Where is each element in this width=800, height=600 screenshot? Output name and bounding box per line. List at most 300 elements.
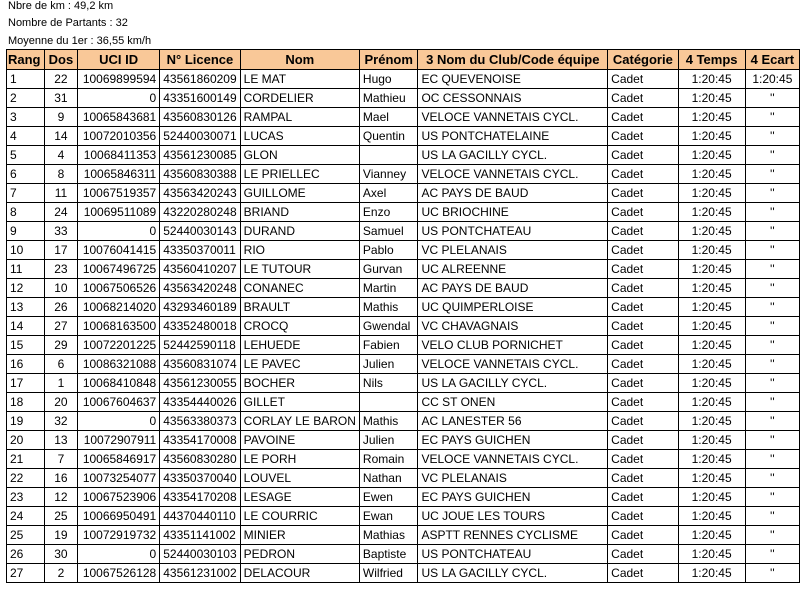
- rank-cell[interactable]: 10: [7, 241, 45, 260]
- time-cell[interactable]: 1:20:45: [678, 545, 745, 564]
- bib-cell[interactable]: 29: [44, 336, 77, 355]
- bib-cell[interactable]: 19: [44, 526, 77, 545]
- table-row[interactable]: [7, 165, 800, 184]
- bib-cell[interactable]: 33: [44, 222, 77, 241]
- uci-id-cell[interactable]: 10067523906: [78, 488, 160, 507]
- category-cell[interactable]: Cadet: [608, 317, 678, 336]
- rank-cell[interactable]: 11: [7, 260, 45, 279]
- time-cell[interactable]: 1:20:45: [678, 355, 745, 374]
- category-cell[interactable]: Cadet: [608, 450, 678, 469]
- category-cell[interactable]: Cadet: [608, 165, 678, 184]
- gap-cell[interactable]: '': [745, 317, 799, 336]
- licence-cell[interactable]: 43354440026: [160, 393, 240, 412]
- bib-cell[interactable]: 2: [44, 564, 77, 583]
- rank-cell[interactable]: 1: [7, 70, 45, 89]
- uci-id-cell[interactable]: 10073254077: [78, 469, 160, 488]
- licence-cell[interactable]: 43563420248: [160, 279, 240, 298]
- club-cell[interactable]: AC PAYS DE BAUD: [418, 279, 608, 298]
- time-cell[interactable]: 1:20:45: [678, 279, 745, 298]
- time-cell[interactable]: 1:20:45: [678, 564, 745, 583]
- first-name-cell[interactable]: Enzo: [359, 203, 418, 222]
- first-name-cell[interactable]: Mael: [359, 108, 418, 127]
- bib-cell[interactable]: 23: [44, 260, 77, 279]
- first-name-cell[interactable]: Mathias: [359, 526, 418, 545]
- uci-id-cell[interactable]: 10069899594: [78, 70, 160, 89]
- col-header-club[interactable]: 3 Nom du Club/Code équipe: [418, 50, 608, 70]
- time-cell[interactable]: 1:20:45: [678, 70, 745, 89]
- club-cell[interactable]: AC LANESTER 56: [418, 412, 608, 431]
- licence-cell[interactable]: 43561231002: [160, 564, 240, 583]
- bib-cell[interactable]: 22: [44, 70, 77, 89]
- licence-cell[interactable]: 43351141002: [160, 526, 240, 545]
- table-row[interactable]: [7, 564, 800, 583]
- gap-cell[interactable]: '': [745, 507, 799, 526]
- club-cell[interactable]: US PONTCHATELAINE: [418, 127, 608, 146]
- licence-cell[interactable]: 43563380373: [160, 412, 240, 431]
- licence-cell[interactable]: 43561230085: [160, 146, 240, 165]
- rank-cell[interactable]: 17: [7, 374, 45, 393]
- time-cell[interactable]: 1:20:45: [678, 165, 745, 184]
- uci-id-cell[interactable]: 10068411353: [78, 146, 160, 165]
- club-cell[interactable]: US PONTCHATEAU: [418, 545, 608, 564]
- gap-cell[interactable]: '': [745, 526, 799, 545]
- time-cell[interactable]: 1:20:45: [678, 184, 745, 203]
- first-name-cell[interactable]: Ewen: [359, 488, 418, 507]
- first-name-cell[interactable]: Samuel: [359, 222, 418, 241]
- club-cell[interactable]: CC ST ONEN: [418, 393, 608, 412]
- category-cell[interactable]: Cadet: [608, 279, 678, 298]
- club-cell[interactable]: UC ALREENNE: [418, 260, 608, 279]
- time-cell[interactable]: 1:20:45: [678, 488, 745, 507]
- bib-cell[interactable]: 30: [44, 545, 77, 564]
- gap-cell[interactable]: '': [745, 431, 799, 450]
- last-name-cell[interactable]: DURAND: [240, 222, 359, 241]
- table-row[interactable]: [7, 526, 800, 545]
- last-name-cell[interactable]: CONANEC: [240, 279, 359, 298]
- licence-cell[interactable]: 52440030071: [160, 127, 240, 146]
- club-cell[interactable]: US PONTCHATEAU: [418, 222, 608, 241]
- table-row[interactable]: [7, 89, 800, 108]
- category-cell[interactable]: Cadet: [608, 526, 678, 545]
- club-cell[interactable]: VELOCE VANNETAIS CYCL.: [418, 450, 608, 469]
- last-name-cell[interactable]: RIO: [240, 241, 359, 260]
- last-name-cell[interactable]: RAMPAL: [240, 108, 359, 127]
- licence-cell[interactable]: 43563420243: [160, 184, 240, 203]
- rank-cell[interactable]: 18: [7, 393, 45, 412]
- club-cell[interactable]: OC CESSONNAIS: [418, 89, 608, 108]
- rank-cell[interactable]: 2: [7, 89, 45, 108]
- col-header-ecart[interactable]: 4 Ecart: [745, 50, 799, 70]
- licence-cell[interactable]: 43350370040: [160, 469, 240, 488]
- bib-cell[interactable]: 8: [44, 165, 77, 184]
- first-name-cell[interactable]: Vianney: [359, 165, 418, 184]
- last-name-cell[interactable]: BOCHER: [240, 374, 359, 393]
- time-cell[interactable]: 1:20:45: [678, 241, 745, 260]
- club-cell[interactable]: VC PLELANAIS: [418, 241, 608, 260]
- uci-id-cell[interactable]: 10067519357: [78, 184, 160, 203]
- time-cell[interactable]: 1:20:45: [678, 507, 745, 526]
- table-row[interactable]: [7, 545, 800, 564]
- uci-id-cell[interactable]: 10068214020: [78, 298, 160, 317]
- bib-cell[interactable]: 14: [44, 127, 77, 146]
- gap-cell[interactable]: '': [745, 165, 799, 184]
- category-cell[interactable]: Cadet: [608, 241, 678, 260]
- first-name-cell[interactable]: Mathis: [359, 298, 418, 317]
- bib-cell[interactable]: 6: [44, 355, 77, 374]
- first-name-cell[interactable]: [359, 146, 418, 165]
- table-row[interactable]: [7, 222, 800, 241]
- bib-cell[interactable]: 13: [44, 431, 77, 450]
- licence-cell[interactable]: 43220280248: [160, 203, 240, 222]
- first-name-cell[interactable]: Gwendal: [359, 317, 418, 336]
- licence-cell[interactable]: 43293460189: [160, 298, 240, 317]
- category-cell[interactable]: Cadet: [608, 355, 678, 374]
- first-name-cell[interactable]: Baptiste: [359, 545, 418, 564]
- bib-cell[interactable]: 4: [44, 146, 77, 165]
- time-cell[interactable]: 1:20:45: [678, 431, 745, 450]
- first-name-cell[interactable]: Hugo: [359, 70, 418, 89]
- last-name-cell[interactable]: GLON: [240, 146, 359, 165]
- rank-cell[interactable]: 22: [7, 469, 45, 488]
- rank-cell[interactable]: 5: [7, 146, 45, 165]
- time-cell[interactable]: 1:20:45: [678, 298, 745, 317]
- last-name-cell[interactable]: LOUVEL: [240, 469, 359, 488]
- rank-cell[interactable]: 16: [7, 355, 45, 374]
- uci-id-cell[interactable]: 10068163500: [78, 317, 160, 336]
- rank-cell[interactable]: 19: [7, 412, 45, 431]
- gap-cell[interactable]: '': [745, 374, 799, 393]
- col-header-uci-id[interactable]: UCI ID: [78, 50, 160, 70]
- first-name-cell[interactable]: Julien: [359, 431, 418, 450]
- last-name-cell[interactable]: LE PORH: [240, 450, 359, 469]
- club-cell[interactable]: US LA GACILLY CYCL.: [418, 564, 608, 583]
- col-header-nom[interactable]: Nom: [240, 50, 359, 70]
- time-cell[interactable]: 1:20:45: [678, 146, 745, 165]
- time-cell[interactable]: 1:20:45: [678, 203, 745, 222]
- bib-cell[interactable]: 1: [44, 374, 77, 393]
- bib-cell[interactable]: 20: [44, 393, 77, 412]
- gap-cell[interactable]: '': [745, 146, 799, 165]
- rank-cell[interactable]: 9: [7, 222, 45, 241]
- rank-cell[interactable]: 3: [7, 108, 45, 127]
- table-row[interactable]: [7, 355, 800, 374]
- col-header-temps[interactable]: 4 Temps: [678, 50, 745, 70]
- gap-cell[interactable]: '': [745, 203, 799, 222]
- uci-id-cell[interactable]: 10065846917: [78, 450, 160, 469]
- first-name-cell[interactable]: Wilfried: [359, 564, 418, 583]
- time-cell[interactable]: 1:20:45: [678, 317, 745, 336]
- category-cell[interactable]: Cadet: [608, 393, 678, 412]
- licence-cell[interactable]: 43354170208: [160, 488, 240, 507]
- club-cell[interactable]: VELOCE VANNETAIS CYCL.: [418, 355, 608, 374]
- licence-cell[interactable]: 44370440110: [160, 507, 240, 526]
- category-cell[interactable]: Cadet: [608, 70, 678, 89]
- uci-id-cell[interactable]: 0: [78, 545, 160, 564]
- table-row[interactable]: [7, 70, 800, 89]
- gap-cell[interactable]: '': [745, 108, 799, 127]
- licence-cell[interactable]: 43354170008: [160, 431, 240, 450]
- club-cell[interactable]: US LA GACILLY CYCL.: [418, 146, 608, 165]
- table-row[interactable]: [7, 127, 800, 146]
- time-cell[interactable]: 1:20:45: [678, 526, 745, 545]
- uci-id-cell[interactable]: 10069511089: [78, 203, 160, 222]
- col-header-dos[interactable]: Dos: [44, 50, 77, 70]
- category-cell[interactable]: Cadet: [608, 127, 678, 146]
- club-cell[interactable]: AC PAYS DE BAUD: [418, 184, 608, 203]
- uci-id-cell[interactable]: 0: [78, 222, 160, 241]
- time-cell[interactable]: 1:20:45: [678, 222, 745, 241]
- licence-cell[interactable]: 52440030143: [160, 222, 240, 241]
- table-row[interactable]: [7, 279, 800, 298]
- bib-cell[interactable]: 25: [44, 507, 77, 526]
- gap-cell[interactable]: '': [745, 393, 799, 412]
- uci-id-cell[interactable]: 10065843681: [78, 108, 160, 127]
- club-cell[interactable]: VC CHAVAGNAIS: [418, 317, 608, 336]
- table-row[interactable]: [7, 203, 800, 222]
- licence-cell[interactable]: 52440030103: [160, 545, 240, 564]
- bib-cell[interactable]: 24: [44, 203, 77, 222]
- club-cell[interactable]: EC QUEVENOISE: [418, 70, 608, 89]
- club-cell[interactable]: EC PAYS GUICHEN: [418, 431, 608, 450]
- first-name-cell[interactable]: Julien: [359, 355, 418, 374]
- category-cell[interactable]: Cadet: [608, 488, 678, 507]
- table-row[interactable]: [7, 374, 800, 393]
- first-name-cell[interactable]: Axel: [359, 184, 418, 203]
- bib-cell[interactable]: 12: [44, 488, 77, 507]
- first-name-cell[interactable]: Mathieu: [359, 89, 418, 108]
- table-row[interactable]: [7, 412, 800, 431]
- category-cell[interactable]: Cadet: [608, 89, 678, 108]
- table-row[interactable]: [7, 507, 800, 526]
- table-row[interactable]: [7, 184, 800, 203]
- uci-id-cell[interactable]: 10072907911: [78, 431, 160, 450]
- rank-cell[interactable]: 15: [7, 336, 45, 355]
- category-cell[interactable]: Cadet: [608, 203, 678, 222]
- club-cell[interactable]: VELO CLUB PORNICHET: [418, 336, 608, 355]
- uci-id-cell[interactable]: 10067496725: [78, 260, 160, 279]
- uci-id-cell[interactable]: 10065846311: [78, 165, 160, 184]
- last-name-cell[interactable]: LESAGE: [240, 488, 359, 507]
- rank-cell[interactable]: 13: [7, 298, 45, 317]
- time-cell[interactable]: 1:20:45: [678, 260, 745, 279]
- last-name-cell[interactable]: LE TUTOUR: [240, 260, 359, 279]
- category-cell[interactable]: Cadet: [608, 108, 678, 127]
- rank-cell[interactable]: 21: [7, 450, 45, 469]
- category-cell[interactable]: Cadet: [608, 298, 678, 317]
- first-name-cell[interactable]: [359, 393, 418, 412]
- uci-id-cell[interactable]: 10067526128: [78, 564, 160, 583]
- uci-id-cell[interactable]: 10072919732: [78, 526, 160, 545]
- category-cell[interactable]: Cadet: [608, 146, 678, 165]
- last-name-cell[interactable]: CORDELIER: [240, 89, 359, 108]
- first-name-cell[interactable]: Ewan: [359, 507, 418, 526]
- time-cell[interactable]: 1:20:45: [678, 412, 745, 431]
- bib-cell[interactable]: 31: [44, 89, 77, 108]
- col-header-licence[interactable]: N° Licence: [160, 50, 240, 70]
- first-name-cell[interactable]: Nathan: [359, 469, 418, 488]
- last-name-cell[interactable]: LEHUEDE: [240, 336, 359, 355]
- club-cell[interactable]: UC QUIMPERLOISE: [418, 298, 608, 317]
- uci-id-cell[interactable]: 10067506526: [78, 279, 160, 298]
- uci-id-cell[interactable]: 10076041415: [78, 241, 160, 260]
- bib-cell[interactable]: 9: [44, 108, 77, 127]
- last-name-cell[interactable]: BRAULT: [240, 298, 359, 317]
- last-name-cell[interactable]: LE PAVEC: [240, 355, 359, 374]
- first-name-cell[interactable]: Gurvan: [359, 260, 418, 279]
- rank-cell[interactable]: 20: [7, 431, 45, 450]
- gap-cell[interactable]: 1:20:45: [745, 70, 799, 89]
- category-cell[interactable]: Cadet: [608, 469, 678, 488]
- gap-cell[interactable]: '': [745, 127, 799, 146]
- licence-cell[interactable]: 43560831074: [160, 355, 240, 374]
- bib-cell[interactable]: 10: [44, 279, 77, 298]
- table-row[interactable]: [7, 488, 800, 507]
- licence-cell[interactable]: 43351600149: [160, 89, 240, 108]
- uci-id-cell[interactable]: 0: [78, 412, 160, 431]
- club-cell[interactable]: UC BRIOCHINE: [418, 203, 608, 222]
- bib-cell[interactable]: 17: [44, 241, 77, 260]
- licence-cell[interactable]: 43561860209: [160, 70, 240, 89]
- bib-cell[interactable]: 11: [44, 184, 77, 203]
- bib-cell[interactable]: 26: [44, 298, 77, 317]
- uci-id-cell[interactable]: 10072010356: [78, 127, 160, 146]
- licence-cell[interactable]: 43350370011: [160, 241, 240, 260]
- rank-cell[interactable]: 14: [7, 317, 45, 336]
- club-cell[interactable]: VELOCE VANNETAIS CYCL.: [418, 108, 608, 127]
- last-name-cell[interactable]: MINIER: [240, 526, 359, 545]
- last-name-cell[interactable]: CORLAY LE BARON: [240, 412, 359, 431]
- gap-cell[interactable]: '': [745, 412, 799, 431]
- category-cell[interactable]: Cadet: [608, 374, 678, 393]
- uci-id-cell[interactable]: 0: [78, 89, 160, 108]
- time-cell[interactable]: 1:20:45: [678, 89, 745, 108]
- table-row[interactable]: [7, 260, 800, 279]
- uci-id-cell[interactable]: 10067604637: [78, 393, 160, 412]
- licence-cell[interactable]: 43560830388: [160, 165, 240, 184]
- first-name-cell[interactable]: Fabien: [359, 336, 418, 355]
- uci-id-cell[interactable]: 10066950491: [78, 507, 160, 526]
- bib-cell[interactable]: 32: [44, 412, 77, 431]
- gap-cell[interactable]: '': [745, 355, 799, 374]
- club-cell[interactable]: US LA GACILLY CYCL.: [418, 374, 608, 393]
- first-name-cell[interactable]: Mathis: [359, 412, 418, 431]
- category-cell[interactable]: Cadet: [608, 507, 678, 526]
- licence-cell[interactable]: 52442590118: [160, 336, 240, 355]
- gap-cell[interactable]: '': [745, 89, 799, 108]
- category-cell[interactable]: Cadet: [608, 564, 678, 583]
- table-row[interactable]: [7, 450, 800, 469]
- licence-cell[interactable]: 43560830126: [160, 108, 240, 127]
- table-row[interactable]: [7, 431, 800, 450]
- uci-id-cell[interactable]: 10068410848: [78, 374, 160, 393]
- category-cell[interactable]: Cadet: [608, 336, 678, 355]
- time-cell[interactable]: 1:20:45: [678, 450, 745, 469]
- gap-cell[interactable]: '': [745, 450, 799, 469]
- gap-cell[interactable]: '': [745, 279, 799, 298]
- last-name-cell[interactable]: LE PRIELLEC: [240, 165, 359, 184]
- club-cell[interactable]: VELOCE VANNETAIS CYCL.: [418, 165, 608, 184]
- first-name-cell[interactable]: Martin: [359, 279, 418, 298]
- last-name-cell[interactable]: LE COURRIC: [240, 507, 359, 526]
- time-cell[interactable]: 1:20:45: [678, 393, 745, 412]
- licence-cell[interactable]: 43560410207: [160, 260, 240, 279]
- uci-id-cell[interactable]: 10086321088: [78, 355, 160, 374]
- gap-cell[interactable]: '': [745, 184, 799, 203]
- gap-cell[interactable]: '': [745, 545, 799, 564]
- table-row[interactable]: [7, 336, 800, 355]
- time-cell[interactable]: 1:20:45: [678, 108, 745, 127]
- first-name-cell[interactable]: Pablo: [359, 241, 418, 260]
- first-name-cell[interactable]: Nils: [359, 374, 418, 393]
- licence-cell[interactable]: 43561230055: [160, 374, 240, 393]
- category-cell[interactable]: Cadet: [608, 222, 678, 241]
- table-row[interactable]: [7, 393, 800, 412]
- first-name-cell[interactable]: Romain: [359, 450, 418, 469]
- club-cell[interactable]: VC PLELANAIS: [418, 469, 608, 488]
- club-cell[interactable]: UC JOUE LES TOURS: [418, 507, 608, 526]
- table-row[interactable]: [7, 241, 800, 260]
- last-name-cell[interactable]: BRIAND: [240, 203, 359, 222]
- first-name-cell[interactable]: Quentin: [359, 127, 418, 146]
- club-cell[interactable]: ASPTT RENNES CYCLISME: [418, 526, 608, 545]
- table-row[interactable]: [7, 298, 800, 317]
- table-row[interactable]: [7, 146, 800, 165]
- gap-cell[interactable]: '': [745, 298, 799, 317]
- bib-cell[interactable]: 27: [44, 317, 77, 336]
- rank-cell[interactable]: 24: [7, 507, 45, 526]
- category-cell[interactable]: Cadet: [608, 431, 678, 450]
- category-cell[interactable]: Cadet: [608, 412, 678, 431]
- rank-cell[interactable]: 27: [7, 564, 45, 583]
- time-cell[interactable]: 1:20:45: [678, 374, 745, 393]
- gap-cell[interactable]: '': [745, 260, 799, 279]
- time-cell[interactable]: 1:20:45: [678, 127, 745, 146]
- time-cell[interactable]: 1:20:45: [678, 336, 745, 355]
- table-row[interactable]: [7, 108, 800, 127]
- time-cell[interactable]: 1:20:45: [678, 469, 745, 488]
- rank-cell[interactable]: 25: [7, 526, 45, 545]
- bib-cell[interactable]: 16: [44, 469, 77, 488]
- licence-cell[interactable]: 43352480018: [160, 317, 240, 336]
- gap-cell[interactable]: '': [745, 469, 799, 488]
- club-cell[interactable]: EC PAYS GUICHEN: [418, 488, 608, 507]
- category-cell[interactable]: Cadet: [608, 260, 678, 279]
- uci-id-cell[interactable]: 10072201225: [78, 336, 160, 355]
- rank-cell[interactable]: 23: [7, 488, 45, 507]
- gap-cell[interactable]: '': [745, 488, 799, 507]
- rank-cell[interactable]: 6: [7, 165, 45, 184]
- rank-cell[interactable]: 4: [7, 127, 45, 146]
- last-name-cell[interactable]: CROCQ: [240, 317, 359, 336]
- last-name-cell[interactable]: PAVOINE: [240, 431, 359, 450]
- col-header-rang[interactable]: Rang: [7, 50, 45, 70]
- last-name-cell[interactable]: DELACOUR: [240, 564, 359, 583]
- category-cell[interactable]: Cadet: [608, 184, 678, 203]
- last-name-cell[interactable]: LUCAS: [240, 127, 359, 146]
- category-cell[interactable]: Cadet: [608, 545, 678, 564]
- gap-cell[interactable]: '': [745, 564, 799, 583]
- last-name-cell[interactable]: GUILLOME: [240, 184, 359, 203]
- last-name-cell[interactable]: PEDRON: [240, 545, 359, 564]
- gap-cell[interactable]: '': [745, 222, 799, 241]
- rank-cell[interactable]: 8: [7, 203, 45, 222]
- licence-cell[interactable]: 43560830280: [160, 450, 240, 469]
- gap-cell[interactable]: '': [745, 336, 799, 355]
- last-name-cell[interactable]: GILLET: [240, 393, 359, 412]
- rank-cell[interactable]: 26: [7, 545, 45, 564]
- bib-cell[interactable]: 7: [44, 450, 77, 469]
- rank-cell[interactable]: 12: [7, 279, 45, 298]
